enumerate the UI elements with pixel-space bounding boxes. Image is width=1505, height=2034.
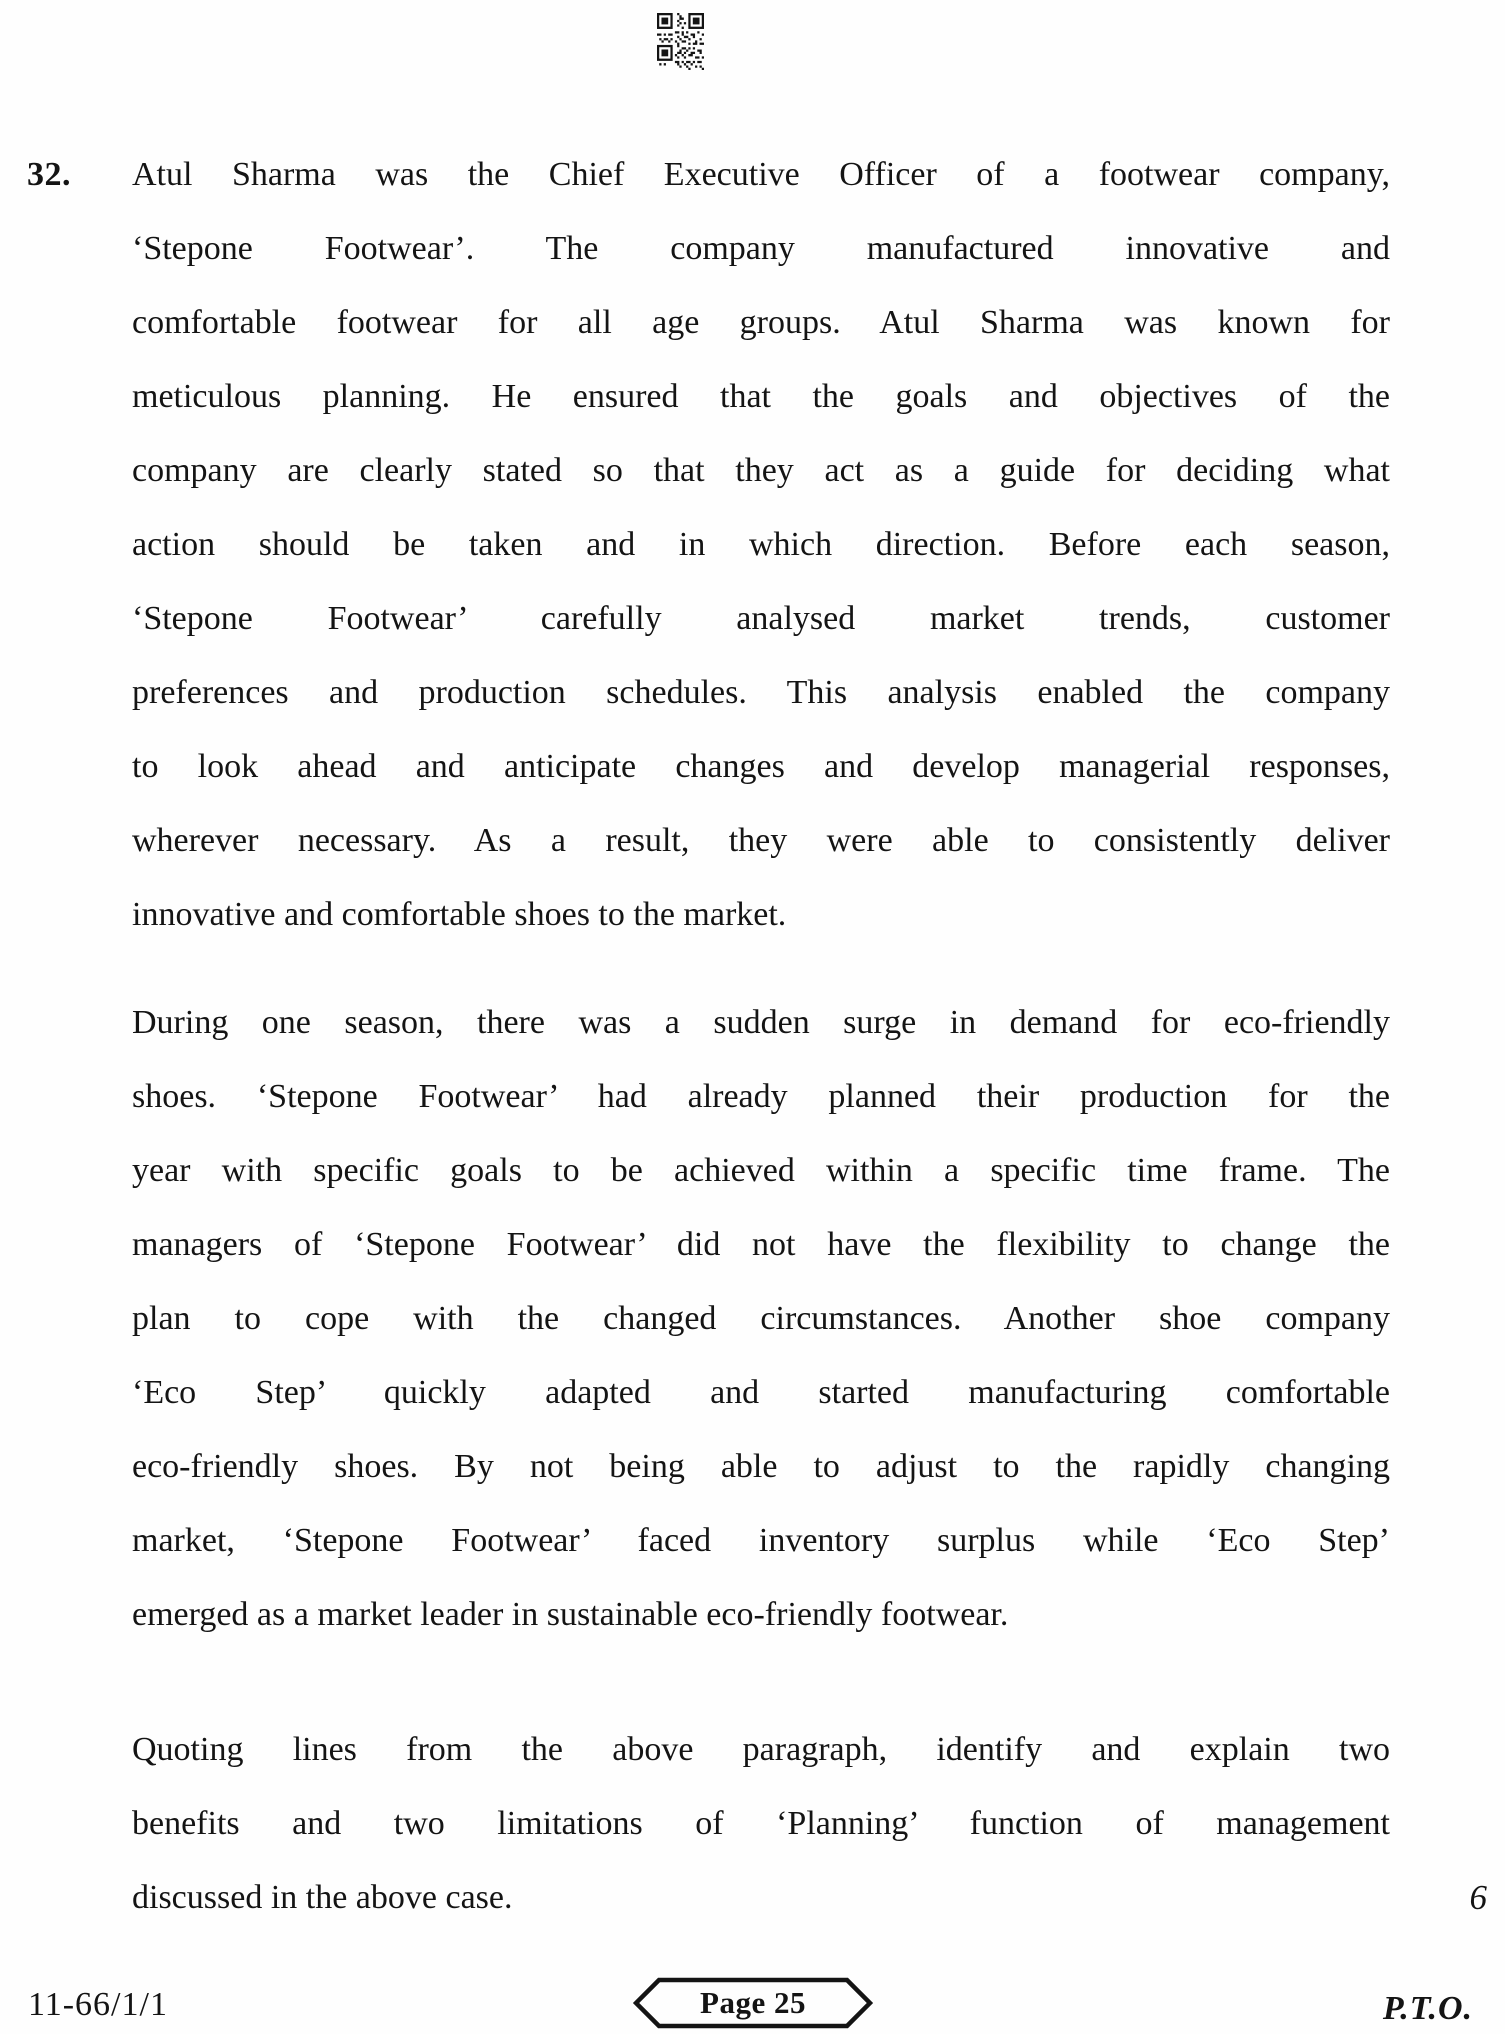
text-line: emerged as a market leader in sustainable eco-friendly footwear.: [132, 1596, 1009, 1633]
text-line: Quoting lines from the above paragraph, identify and explain two: [132, 1731, 1390, 1768]
page-number-badge: [633, 1976, 873, 2030]
text-line: market, ‘Stepone Footwear’ faced inventory surplus while ‘Eco Step’: [132, 1522, 1390, 1559]
footer-paper-code: 11-66/1/1: [28, 1986, 168, 2023]
text-line: managers of ‘Stepone Footwear’ did not have the flexibility to change the: [132, 1226, 1390, 1263]
question-paragraph-1: [132, 138, 1390, 952]
text-line: year with specific goals to be achieved within a specific time frame. The: [132, 1152, 1390, 1189]
pto-label: P.T.O.: [1382, 1990, 1473, 2027]
question-paragraph-3: [132, 1713, 1390, 1935]
text-line: ‘Stepone Footwear’. The company manufactured innovative and: [132, 230, 1390, 267]
text-line: ‘Stepone Footwear’ carefully analysed market trends, customer: [132, 600, 1390, 637]
text-line: plan to cope with the changed circumstances. Another shoe company: [132, 1300, 1390, 1337]
text-line: comfortable footwear for all age groups. Atul Sharma was known for: [132, 304, 1390, 341]
text-line: During one season, there was a sudden surge in demand for eco-friendly: [132, 1004, 1390, 1041]
text-line: benefits and two limitations of ‘Planning’ function of management: [132, 1805, 1390, 1842]
text-line: preferences and production schedules. This analysis enabled the company: [132, 674, 1390, 711]
text-line: shoes. ‘Stepone Footwear’ had already planned their production for the: [132, 1078, 1390, 1115]
marks-value: 6: [1469, 1878, 1487, 1917]
qr-code-icon: [657, 13, 704, 70]
text-line: discussed in the above case.: [132, 1879, 513, 1916]
text-line: innovative and comfortable shoes to the market.: [132, 896, 787, 933]
text-line: company are clearly stated so that they act as a guide for deciding what: [132, 452, 1390, 489]
text-line: to look ahead and anticipate changes and develop managerial responses,: [132, 748, 1390, 785]
text-line: wherever necessary. As a result, they were able to consistently deliver: [132, 822, 1390, 859]
question-paragraph-2: [132, 986, 1390, 1652]
question-number: 32.: [27, 156, 71, 193]
text-line: eco-friendly shoes. By not being able to adjust to the rapidly changing: [132, 1448, 1390, 1485]
page-number-label: Page 25: [700, 1985, 806, 2020]
text-line: Atul Sharma was the Chief Executive Officer of a footwear company,: [132, 156, 1390, 193]
text-line: ‘Eco Step’ quickly adapted and started manufacturing comfortable: [132, 1374, 1390, 1411]
text-line: meticulous planning. He ensured that the goals and objectives of the: [132, 378, 1390, 415]
text-line: action should be taken and in which direction. Before each season,: [132, 526, 1390, 563]
